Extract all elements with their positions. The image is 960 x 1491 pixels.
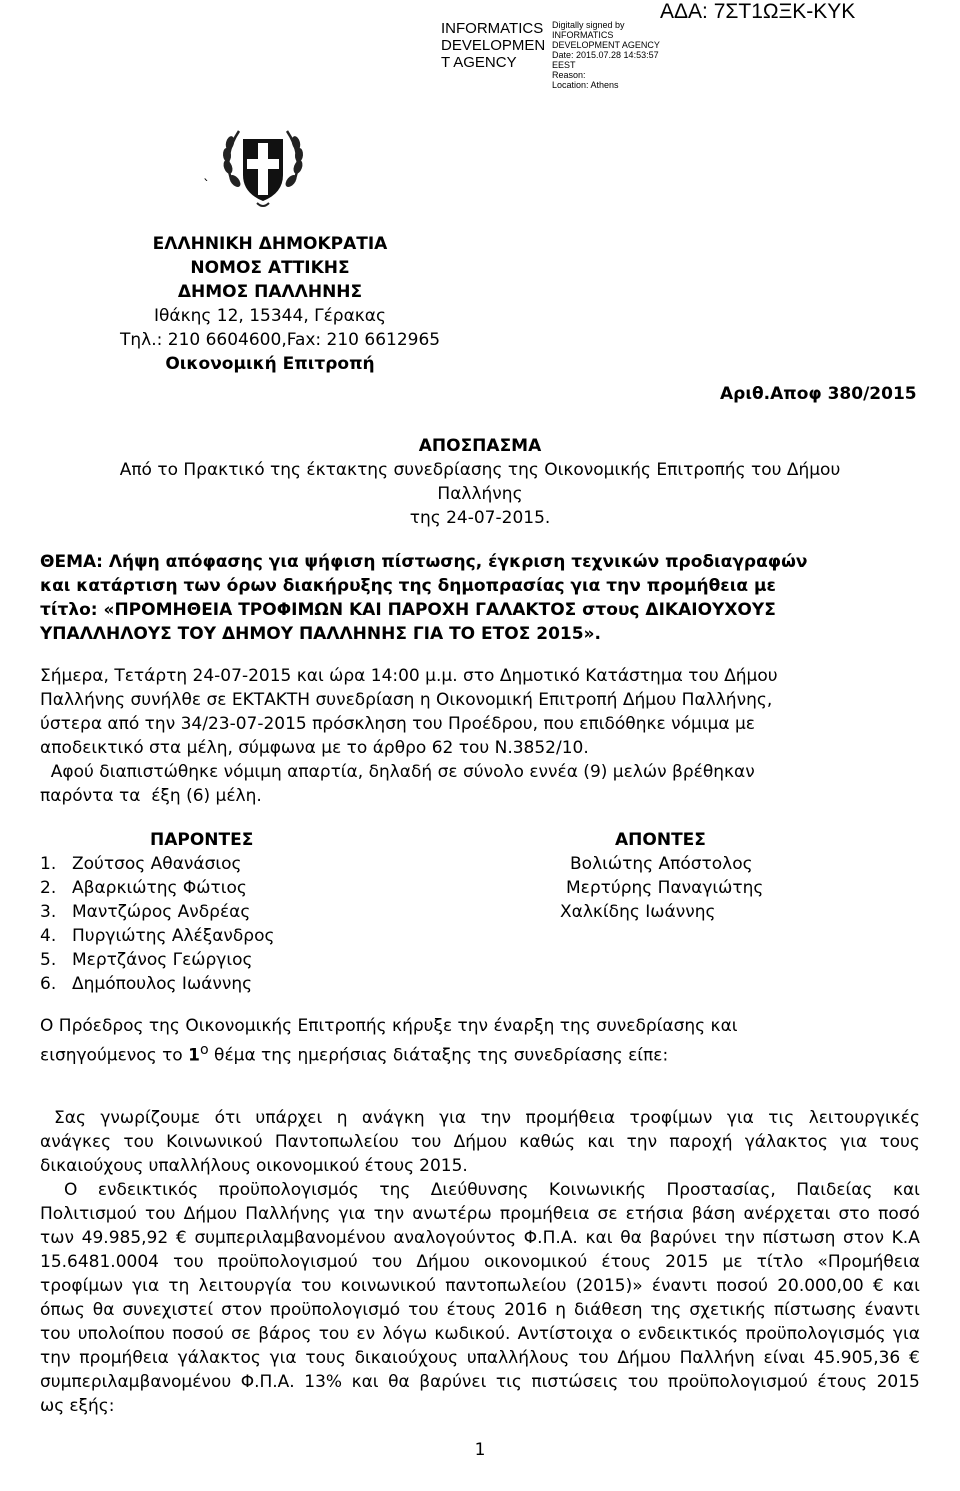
extract-heading	[40, 434, 920, 530]
body-word: γάλακτος	[177, 1348, 261, 1368]
header-line: ΕΛΛΗΝΙΚΗ ΔΗΜΟΚΡΑΤΙΑ	[152, 234, 388, 254]
chair-paragraph	[40, 1014, 920, 1068]
item-number: 1	[188, 1045, 200, 1066]
body-word: του	[627, 1372, 659, 1392]
body-word: παροχή	[669, 1132, 733, 1152]
body-word: της	[650, 1300, 682, 1320]
header-line: Τηλ.: 210 6604600,Fax: 210 6612965	[120, 330, 441, 350]
body-word: Δήμου	[617, 1348, 671, 1368]
body-word: προϋπολογισμού	[217, 1252, 358, 1272]
body-word: πίστωση	[762, 1228, 836, 1248]
body-word: θα	[92, 1300, 115, 1320]
body-word: συνεχιστεί	[122, 1300, 214, 1320]
body-word: προϋπολογισμό	[269, 1300, 401, 1320]
present-member	[40, 900, 340, 924]
present-member	[40, 924, 340, 948]
body-word: τροφίμων	[40, 1276, 123, 1296]
meeting-line: ύστερα από την 34/23-07-2015 πρόσκληση του Προέδρου, που επιδόθηκε νόμιμα με	[40, 714, 755, 734]
subject-line: ΘΕΜΑ: Λήψη απόφασης για ψήφιση πίστωσης, έγκριση τεχνικών προδιαγραφών	[40, 552, 808, 572]
body-line	[40, 1346, 920, 1370]
body-word: λειτουργία	[198, 1276, 292, 1296]
body-word: διάθεση	[573, 1300, 643, 1320]
present-members	[40, 828, 340, 996]
body-word: τροφίμων	[629, 1108, 713, 1128]
body-word: €	[175, 1228, 187, 1248]
body-word: υπάρχει	[255, 1108, 323, 1128]
present-member	[40, 948, 340, 972]
body-word: βαρύνει	[649, 1228, 717, 1248]
page-number: 1	[474, 1440, 486, 1460]
body-word: έτους	[601, 1252, 652, 1272]
body-line	[40, 1130, 920, 1154]
body-word: 49.985,92	[81, 1228, 169, 1248]
body-word: Παιδείας	[796, 1180, 873, 1200]
body-word: παντοπωλείου	[445, 1276, 567, 1296]
absent-member: Χαλκίδης Ιωάννης	[560, 902, 716, 922]
present-member	[40, 876, 340, 900]
member-number: 2.	[40, 878, 57, 898]
decision-number: Αριθ.Αποφ 380/2015	[720, 384, 917, 404]
body-word: υπαλλήλους	[148, 1156, 251, 1176]
body-word: 13%	[304, 1372, 343, 1392]
meeting-line: Σήμερα, Τετάρτη 24-07-2015 και ώρα 14:00 μ.μ. στο Δημοτικό Κατάστημα του Δήμου	[40, 666, 778, 686]
body-word: για	[269, 1348, 297, 1368]
body-word: ενδεικτικός	[637, 1324, 739, 1344]
body-word: του	[578, 1348, 609, 1368]
body-word: γνωρίζουμε	[100, 1108, 201, 1128]
body-word: υπαλλήλους	[466, 1348, 570, 1368]
signature-detail-line: Date: 2015.07.28 14:53:57	[552, 50, 659, 60]
body-word: ανάγκη	[361, 1108, 425, 1128]
body-word: την	[724, 1228, 755, 1248]
body-word: για	[892, 1324, 920, 1344]
body-word: καθώς	[519, 1132, 576, 1152]
body-word: «Προμήθεια	[817, 1252, 920, 1272]
body-word: του	[40, 1324, 71, 1344]
body-word: σχετικής	[689, 1300, 766, 1320]
signature-name-line: T AGENCY	[441, 54, 517, 71]
body-word: 20.000,00	[777, 1276, 864, 1296]
body-line	[40, 1178, 920, 1202]
body-word: έτους	[364, 1156, 415, 1176]
body-word: δικαιούχους	[354, 1348, 459, 1368]
body-line	[40, 1274, 920, 1298]
body-line	[40, 1106, 920, 1130]
body-word: τη	[168, 1276, 190, 1296]
absent-heading: ΑΠΟΝΤΕΣ	[615, 830, 706, 850]
body-word: ποσό	[878, 1204, 920, 1224]
body-word: 45.905,36	[813, 1348, 901, 1368]
signature-detail-line: Location: Athens	[552, 80, 619, 90]
body-word: τους	[879, 1132, 920, 1152]
body-word: η	[336, 1108, 348, 1128]
body-word: στο	[838, 1204, 870, 1224]
body-word: του	[410, 1132, 442, 1152]
absent-member: Βολιώτης Απόστολος	[570, 854, 753, 874]
body-word: για	[439, 1108, 467, 1128]
body-word: ότι	[214, 1108, 241, 1128]
chair-text: εισηγούμενος το	[40, 1045, 189, 1066]
body-word: συμπεριλαμβανομένου	[194, 1228, 386, 1248]
signature-detail-line: INFORMATICS	[552, 30, 614, 40]
quorum-line: Αφού διαπιστώθηκε νόμιμη απαρτία, δηλαδή σε σύνολο εννέα (9) μελών βρέθηκαν	[40, 762, 755, 782]
body-word: τους	[305, 1348, 346, 1368]
body-word: γάλακτος	[744, 1132, 828, 1152]
body-word: (2015)»	[575, 1276, 643, 1296]
body-word: προϋπολογισμός	[745, 1324, 886, 1344]
body-word: κωδικού.	[434, 1324, 511, 1344]
member-name: Ζούτσος Αθανάσιος	[72, 854, 242, 874]
signature-name-line: INFORMATICS	[441, 20, 544, 37]
body-word: οικονομικού	[483, 1252, 588, 1272]
body-word: Κοινωνικού	[166, 1132, 263, 1152]
meeting-line: αποδεικτικό στα μέλη, σύμφωνα με το άρθρο 62 του Ν.3852/10.	[40, 738, 589, 758]
body-word: προμήθεια	[499, 1204, 590, 1224]
body-word: προϋπολογισμός	[218, 1180, 359, 1200]
body-word: του	[123, 1132, 154, 1152]
body-word: η	[555, 1300, 567, 1320]
body-word: ετήσια	[625, 1204, 684, 1224]
stray-mark: `	[203, 178, 210, 194]
body-word: και	[892, 1276, 920, 1296]
subject-line: ΥΠΑΛΛΗΛΟΥΣ ΤΟΥ ΔΗΜΟΥ ΠΑΛΛΗΝΗΣ ΓΙΑ ΤΟ ΕΤΟΣ 2015».	[40, 624, 601, 644]
body-word: έτους	[446, 1300, 497, 1320]
body-word: τις	[495, 1372, 522, 1392]
body-word: λόγω	[382, 1324, 428, 1344]
body-word: Πολιτισμού	[40, 1204, 137, 1224]
body-word: αναλογούντος	[393, 1228, 517, 1248]
body-word: για	[132, 1276, 160, 1296]
body-word: έναντι	[651, 1276, 708, 1296]
body-word: σε	[231, 1324, 251, 1344]
digital-signature-name	[441, 20, 549, 71]
body-word: την	[373, 1204, 405, 1224]
body-word: 2015.	[419, 1156, 468, 1176]
body-word: προμήθεια	[79, 1348, 169, 1368]
body-word: Διεύθυνσης	[430, 1180, 529, 1200]
body-word: και	[351, 1372, 379, 1392]
body-word: του	[144, 1204, 176, 1224]
member-number: 3.	[40, 902, 57, 922]
subject-line: και κατάρτιση των όρων διακήρυξης της δημοπρασίας για την προμήθεια με	[40, 576, 776, 596]
body-word: ποσού	[716, 1276, 769, 1296]
body-line	[40, 1202, 920, 1226]
body-word: έναντι	[864, 1300, 920, 1320]
meeting-paragraph	[40, 664, 920, 808]
member-name: Μερτζάνος Γεώργιος	[72, 950, 253, 970]
member-name: Μαντζώρος Ανδρέας	[72, 902, 251, 922]
header-line: ΔΗΜΟΣ ΠΑΛΛΗΝΗΣ	[177, 282, 363, 302]
body-word: 2015	[665, 1252, 709, 1272]
quorum-line: παρόντα τα έξη (6) μέλη.	[40, 786, 262, 806]
member-number: 6.	[40, 974, 57, 994]
body-word: είναι	[763, 1348, 805, 1368]
body-line	[40, 1322, 920, 1346]
body-line	[40, 1370, 920, 1394]
body-word: του	[371, 1252, 403, 1272]
member-name: Αβαρκιώτης Φώτιος	[72, 878, 247, 898]
extract-line: Παλλήνης	[437, 484, 523, 504]
subject-block	[40, 550, 920, 646]
body-word: 2015	[876, 1372, 920, 1392]
body-line	[40, 1154, 920, 1178]
body-word: Παντοπωλείου	[274, 1132, 399, 1152]
body-word: ανέρχεται	[743, 1204, 831, 1224]
digital-signature-details	[552, 20, 672, 90]
signature-detail-line: Reason:	[552, 70, 586, 80]
body-word: οικονομικού	[256, 1156, 360, 1176]
body-word: λειτουργικές	[808, 1108, 920, 1128]
issuer-header	[120, 232, 441, 376]
body-word: ανάγκες	[40, 1132, 112, 1152]
body-word: Κ.Α	[891, 1228, 920, 1248]
body-word: την	[480, 1108, 512, 1128]
extract-line: της 24-07-2015.	[409, 508, 551, 528]
subject-line: τίτλο: «ΠΡΟΜΗΘΕΙΑ ΤΡΟΦΙΜΩΝ ΚΑΙ ΠΑΡΟΧΗ ΓΑΛΑΚΤΟΣ στους ΔΙΚΑΙΟΥΧΟΥΣ	[40, 600, 776, 620]
body-word: του	[408, 1300, 439, 1320]
member-number: 1.	[40, 854, 57, 874]
member-name: Πυργιώτης Αλέξανδρος	[72, 926, 275, 946]
body-word: έτους	[817, 1372, 868, 1392]
ada-code: ΑΔΑ: 7ΣΤ1ΩΞΚ-ΚΥΚ	[660, 0, 856, 23]
body-word: εν	[356, 1324, 376, 1344]
body-word: Φ.Π.Α.	[523, 1228, 578, 1248]
body-word: σε	[597, 1204, 618, 1224]
body-word: στον	[843, 1228, 884, 1248]
present-heading: ΠΑΡΟΝΤΕΣ	[150, 830, 254, 850]
body-word: Δήμου	[453, 1132, 508, 1152]
body-word: Σας	[54, 1108, 86, 1128]
body-word: στον	[221, 1300, 263, 1320]
chair-text: θέμα της ημερήσιας διάταξης της συνεδρίασης είπε:	[208, 1045, 669, 1066]
body-word: εξής:	[69, 1396, 115, 1416]
body-word: Παλλήνης	[245, 1204, 331, 1224]
body-word: για	[726, 1108, 754, 1128]
header-line: Ιθάκης 12, 15344, Γέρακας	[154, 306, 386, 326]
body-word: βαρύνει	[419, 1372, 487, 1392]
body-word: βάση	[691, 1204, 736, 1224]
greek-coat-of-arms-icon	[213, 117, 313, 217]
body-word: ως	[40, 1396, 65, 1416]
body-word: Δήμου	[183, 1204, 238, 1224]
body-word: Φ.Π.Α.	[240, 1372, 295, 1392]
extract-title: ΑΠΟΣΠΑΣΜΑ	[418, 436, 542, 456]
body-word: €	[909, 1348, 920, 1368]
body-word: της	[379, 1180, 411, 1200]
body-line	[40, 1298, 920, 1322]
absent-member: Μερτύρης Παναγιώτης	[566, 878, 764, 898]
body-paragraph	[40, 1106, 920, 1418]
signature-detail-line: Digitally signed by	[552, 20, 625, 30]
present-member	[40, 972, 340, 996]
body-word: τις	[768, 1108, 795, 1128]
body-word: €	[872, 1276, 884, 1296]
body-word: Αντίστοιχα	[517, 1324, 613, 1344]
member-number: 4.	[40, 926, 57, 946]
body-line	[40, 1250, 920, 1274]
body-word: 2016	[504, 1300, 548, 1320]
body-word: του	[173, 1252, 204, 1272]
body-word: κοινωνικού	[340, 1276, 437, 1296]
chair-line	[40, 1038, 920, 1068]
body-word: για	[338, 1204, 366, 1224]
signature-name-line: DEVELOPMEN	[441, 37, 546, 54]
extract-line: Από το Πρακτικό της έκτακτης συνεδρίασης της Οικονομικής Επιτροπής του Δήμου	[119, 460, 841, 480]
body-word: προϋπολογισμού	[667, 1372, 808, 1392]
chair-line: Ο Πρόεδρος της Οικονομικής Επιτροπής κήρυξε την έναρξη της συνεδρίασης και	[40, 1016, 738, 1036]
header-line: Οικονομική Επιτροπή	[165, 354, 375, 374]
body-word: Παλλήνη	[679, 1348, 755, 1368]
body-word: ανωτέρω	[412, 1204, 492, 1224]
body-word: και	[892, 1180, 920, 1200]
present-member	[40, 852, 340, 876]
body-word: πιστώσεις	[531, 1372, 619, 1392]
body-line	[40, 1394, 920, 1418]
body-word: ο	[620, 1324, 631, 1344]
body-word: υπολοίπου	[77, 1324, 165, 1344]
body-word: Κοινωνικής	[548, 1180, 646, 1200]
signature-detail-line: DEVELOPMENT AGENCY	[552, 40, 660, 50]
body-word: τίτλο	[756, 1252, 804, 1272]
body-word: θα	[388, 1372, 410, 1392]
body-word: ποσού	[172, 1324, 224, 1344]
body-word: πίστωσης	[773, 1300, 857, 1320]
body-word: βάρος	[258, 1324, 312, 1344]
body-word: για	[840, 1132, 868, 1152]
body-word: Προστασίας,	[666, 1180, 776, 1200]
member-number: 5.	[40, 950, 57, 970]
body-word: με	[722, 1252, 743, 1272]
body-word: Ο	[64, 1180, 78, 1200]
body-word: και	[587, 1132, 615, 1152]
body-word: την	[40, 1348, 71, 1368]
body-line	[40, 1226, 920, 1250]
body-word: του	[318, 1324, 350, 1344]
body-word: δικαιούχους	[40, 1156, 144, 1176]
ordinal-suffix: ο	[199, 1042, 209, 1058]
body-word: προμήθεια	[525, 1108, 616, 1128]
meeting-line: Παλλήνης συνήλθε σε ΕΚΤΑΚΤΗ συνεδρίαση η Οικονομική Επιτροπή Δήμου Παλλήνης,	[40, 690, 773, 710]
body-word: ενδεικτικός	[97, 1180, 199, 1200]
member-name: Δημόπουλος Ιωάννης	[72, 974, 253, 994]
body-word: του	[300, 1276, 332, 1296]
body-word: συμπεριλαμβανομένου	[40, 1372, 232, 1392]
header-line: ΝΟΜΟΣ ΑΤΤΙΚΗΣ	[190, 258, 350, 278]
body-word: θα	[620, 1228, 642, 1248]
signature-detail-line: EEST	[552, 60, 576, 70]
absent-members	[560, 828, 860, 924]
body-word: και	[585, 1228, 613, 1248]
body-word: των	[40, 1228, 74, 1248]
body-word: την	[626, 1132, 658, 1152]
body-word: όπως	[40, 1300, 85, 1320]
body-word: Δήμου	[416, 1252, 470, 1272]
body-word: 15.6481.0004	[40, 1252, 159, 1272]
